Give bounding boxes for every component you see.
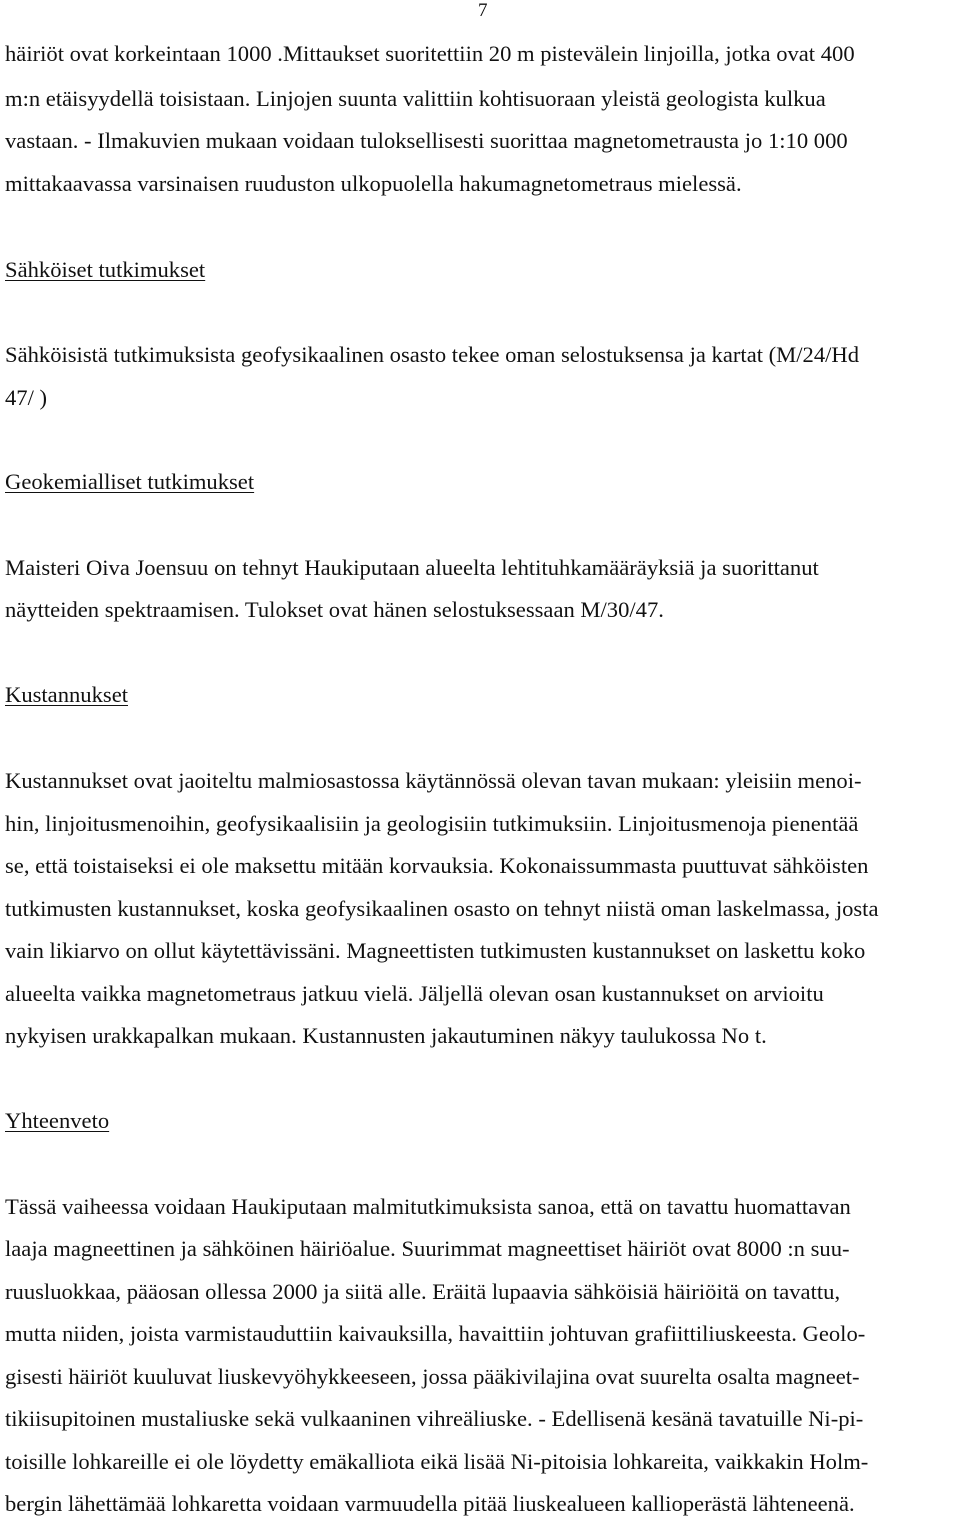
paragraph-line: alueelta vaikka magnetometraus jatkuu vielä. Jäljellä olevan osan kustannukset on arvioitu [5, 981, 824, 1006]
paragraph-line: laaja magneettinen ja sähköinen häiriöalue. Suurimmat magneettiset häiriöt ovat 8000 :n suu- [5, 1236, 850, 1261]
paragraph-line: vain likiarvo on ollut käytettävissäni. Magneettisten tutkimusten kustannukset on laskettu koko [5, 938, 866, 963]
paragraph-line: tikiisupitoinen mustaliuske sekä vulkaaninen vihreäliuske. - Edellisenä kesänä tavatuille Ni-pi- [5, 1406, 864, 1431]
section-heading-summary: Yhteenveto [5, 1108, 110, 1133]
paragraph-line: mutta niiden, joista varmistauduttiin kaivauksilla, havaittiin johtuvan grafiittiliuskeesta. Geolo- [5, 1321, 866, 1346]
paragraph-line: Tässä vaiheessa voidaan Haukiputaan malmitutkimuksista sanoa, että on tavattu huomattavan [5, 1194, 851, 1219]
paragraph-line: 47/ ) [5, 385, 48, 410]
paragraph-line: Sähköisistä tutkimuksista geofysikaalinen osasto tekee oman selostuksensa ja kartat (M/24/Hd [5, 342, 860, 367]
paragraph-line: se, että toistaiseksi ei ole maksettu mitään korvauksia. Kokonaissummasta puuttuvat sähköisten [5, 853, 869, 878]
paragraph-line: Maisteri Oiva Joensuu on tehnyt Haukiputaan alueelta lehtituhkamääräyksiä ja suorittanut [5, 555, 819, 580]
paragraph-line: tutkimusten kustannukset, koska geofysikaalinen osasto on tehnyt niistä oman laskelmassa, josta [5, 896, 879, 921]
paragraph-line: häiriöt ovat korkeintaan 1000 .Mittaukset suoritettiin 20 m pistevälein linjoilla, jotka ovat 400 [5, 41, 855, 66]
paragraph-line: ruusluokkaa, pääosan ollessa 2000 ja siitä alle. Eräitä lupaavia sähköisiä häiriöitä on tavattu, [5, 1279, 841, 1304]
paragraph-line: bergin lähettämää lohkaretta voidaan varmuudella pitää liuskealueen kallioperästä lähteneenä. [5, 1491, 855, 1516]
paragraph-line: Kustannukset ovat jaoiteltu malmiosastossa käytännössä olevan tavan mukaan: yleisiin menoi- [5, 768, 862, 793]
paragraph-line: vastaan. - Ilmakuvien mukaan voidaan tuloksellisesti suorittaa magnetometrausta jo 1:10 000 [5, 128, 848, 153]
paragraph-line: toisille lohkareille ei ole löydetty emäkalliota eikä lisää Ni-pitoisia lohkareita, vaikkakin Holm- [5, 1449, 869, 1474]
paragraph-line: m:n etäisyydellä toisistaan. Linjojen suunta valittiin kohtisuoraan yleistä geologista kulkua [5, 86, 826, 111]
section-heading-electrical: Sähköiset tutkimukset [5, 257, 206, 282]
page-number: 7 [478, 0, 488, 21]
paragraph-line: gisesti häiriöt kuuluvat liuskevyöhykkeeseen, jossa pääkivilajina ovat suurelta osalta magneet- [5, 1364, 860, 1389]
section-heading-costs: Kustannukset [5, 682, 128, 707]
paragraph-line: mittakaavassa varsinaisen ruuduston ulkopuolella hakumagnetometraus mielessä. [5, 171, 742, 196]
paragraph-line: näytteiden spektraamisen. Tulokset ovat hänen selostuksessaan M/30/47. [5, 597, 664, 622]
section-heading-geochemical: Geokemialliset tutkimukset [5, 469, 255, 494]
paragraph-line: hin, linjoitusmenoihin, geofysikaalisiin ja geologisiin tutkimuksiin. Linjoitusmenoja pienentää [5, 811, 859, 836]
paragraph-line: nykyisen urakkapalkan mukaan. Kustannusten jakautuminen näkyy taulukossa No t. [5, 1023, 767, 1048]
